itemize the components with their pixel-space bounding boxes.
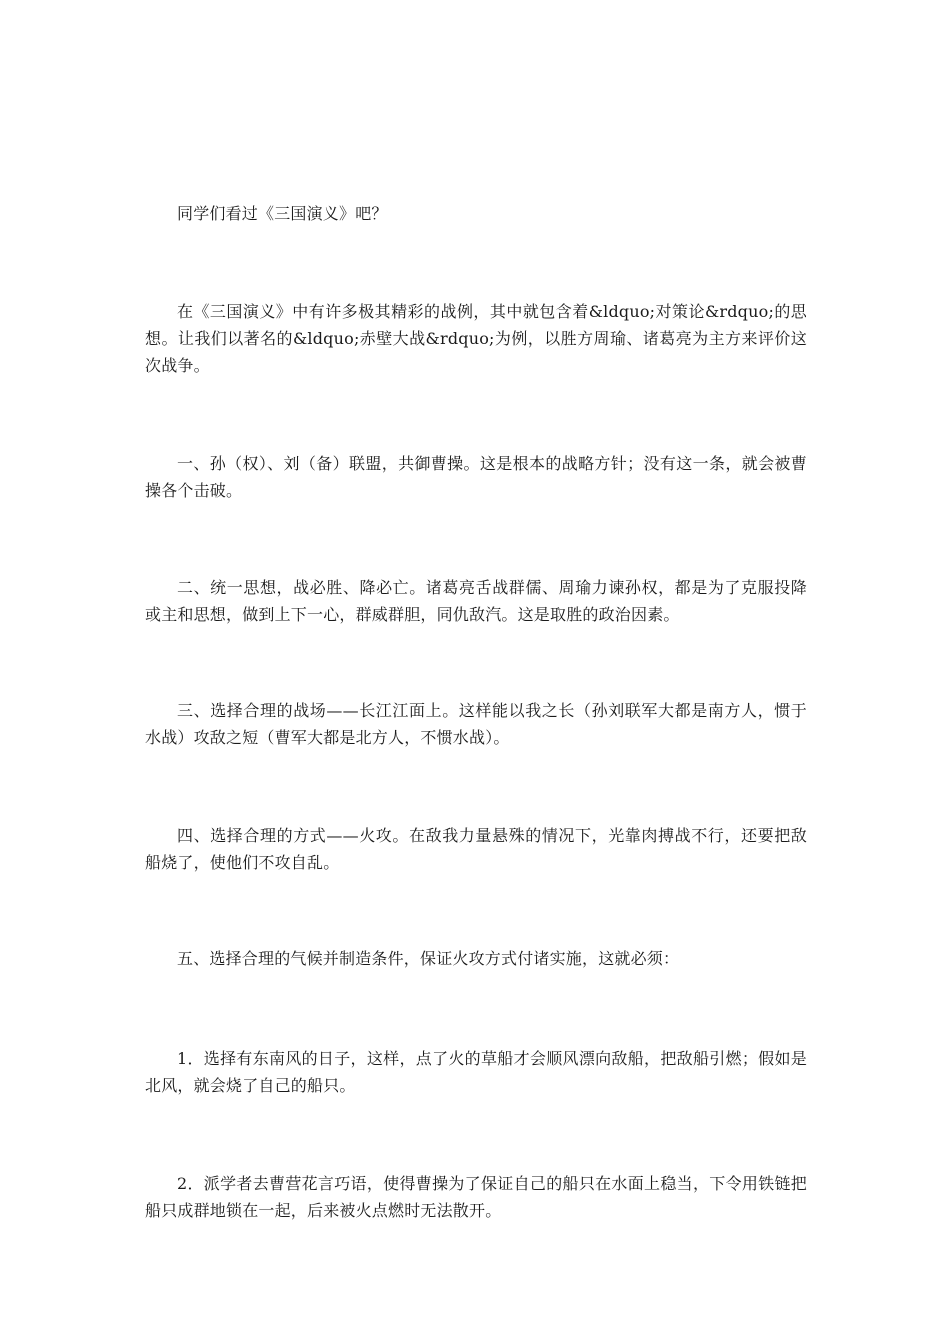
game-theory-intro-paragraph: 在《三国演义》中有许多极其精彩的战例，其中就包含着&ldquo;对策论&rdquo;的思想。让我们以著名的&ldquo;赤壁大战&rdquo;为例，以胜方周瑜、诸葛亮为主方来评价这次战争。 xyxy=(145,302,807,375)
point-three-paragraph: 三、选择合理的战场——长江江面上。这样能以我之长（孙刘联军大都是南方人，惯于水战）攻敌之短（曹军大都是北方人，不惯水战）。 xyxy=(145,701,807,747)
point-two-paragraph: 二、统一思想，战必胜、降必亡。诸葛亮舌战群儒、周瑜力谏孙权，都是为了克服投降或主和思想，做到上下一心，群威群胆，同仇敌汽。这是取胜的政治因素。 xyxy=(145,578,807,624)
sub-point-one-paragraph: 1．选择有东南风的日子，这样，点了火的草船才会顺风漂向敌船，把敌船引燃；假如是北风，就会烧了自己的船只。 xyxy=(145,1049,807,1095)
intro-question-paragraph: 同学们看过《三国演义》吧？ xyxy=(177,204,388,223)
point-four-paragraph: 四、选择合理的方式——火攻。在敌我力量悬殊的情况下，光靠肉搏战不行，还要把敌船烧了，使他们不攻自乱。 xyxy=(145,826,807,872)
point-one-paragraph: 一、孙（权）、刘（备）联盟，共御曹操。这是根本的战略方针；没有这一条，就会被曹操各个击破。 xyxy=(145,454,807,500)
sub-point-two-paragraph: 2．派学者去曹营花言巧语，使得曹操为了保证自己的船只在水面上稳当，下令用铁链把船只成群地锁在一起，后来被火点燃时无法散开。 xyxy=(145,1174,807,1220)
point-five-paragraph: 五、选择合理的气候并制造条件，保证火攻方式付诸实施，这就必须： xyxy=(177,949,680,968)
